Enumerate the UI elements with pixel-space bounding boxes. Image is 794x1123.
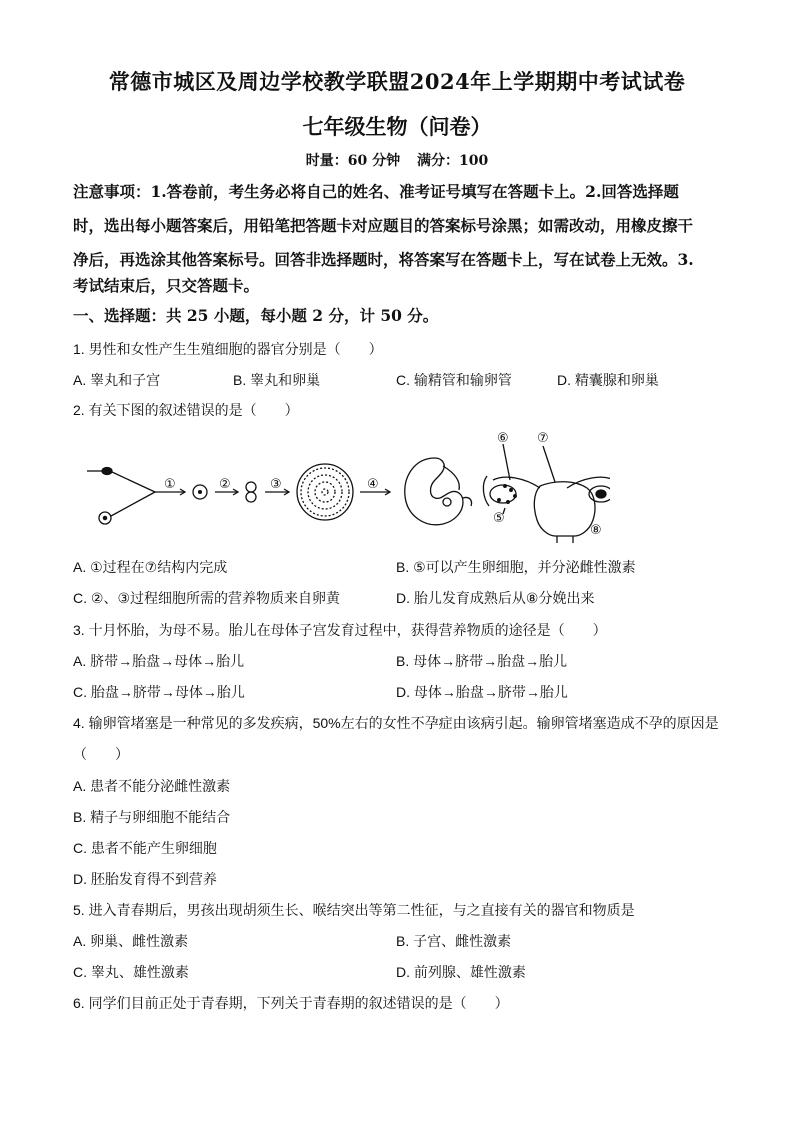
diagram-label-6: ⑥ <box>497 430 509 445</box>
time-label: 时量：60 分钟 <box>305 153 401 169</box>
question-5-option-a: A. 卵巢、雌性激素 <box>73 933 189 949</box>
question-3-option-b: B. 母体→脐带→胎盘→胎儿 <box>396 653 568 669</box>
question-2-option-a: A. ①过程在⑦结构内完成 <box>73 559 228 575</box>
question-5-option-c: C. 睾丸、雄性激素 <box>73 964 189 980</box>
question-1-option-c: C. 输精管和输卵管 <box>396 372 512 388</box>
diagram-label-1: ① <box>164 476 176 491</box>
notice-line-1: 注意事项：1.答卷前，考生务必将自己的姓名、准考证号填写在答题卡上。2.回答选择题 <box>73 182 679 201</box>
question-5-option-b: B. 子宫、雌性激素 <box>396 933 512 949</box>
uterus-diagram <box>534 482 595 536</box>
diagram-label-5: ⑤ <box>493 510 505 525</box>
fetus-outline <box>405 458 463 525</box>
question-4-option-a: A. 患者不能分泌雌性激素 <box>73 778 231 794</box>
exam-meta <box>0 150 794 170</box>
sperm-cell <box>102 468 112 475</box>
diagram-label-4: ④ <box>367 476 379 491</box>
notice-line-2: 时，选出每小题答案后，用铅笔把答题卡对应题目的答案标号涂黑；如需改动，用橡皮擦干 <box>73 216 694 235</box>
question-2-option-b: B. ⑤可以产生卵细胞，并分泌雌性激素 <box>396 559 636 575</box>
question-4-option-d: D. 胚胎发育得不到营养 <box>73 871 217 887</box>
left-ovary <box>490 485 516 503</box>
question-4-option-c: C. 患者不能产生卵细胞 <box>73 840 217 856</box>
exam-subtitle: 七年级生物（问卷） <box>302 114 492 139</box>
diagram-label-7: ⑦ <box>537 430 549 445</box>
question-2-option-c: C. ②、③过程细胞所需的营养物质来自卵黄 <box>73 590 340 606</box>
exam-title: 常德市城区及周边学校教学联盟2024年上学期期中考试试卷 <box>108 69 686 94</box>
embryo-cell-ball <box>297 464 353 520</box>
question-4-option-b: B. 精子与卵细胞不能结合 <box>73 809 231 825</box>
question-2-option-d: D. 胎儿发育成熟后从⑧分娩出来 <box>396 590 595 606</box>
notice-line-4: 考试结束后，只交答题卡。 <box>73 276 260 295</box>
question-2-stem: 2. 有关下图的叙述错误的是（ ） <box>73 402 299 418</box>
diagram-label-8: ⑧ <box>590 522 602 537</box>
two-cell-stage <box>246 482 256 492</box>
question-1-option-d: D. 精囊腺和卵巢 <box>557 372 659 388</box>
question-4-stem: 4. 输卵管堵塞是一种常见的多发疾病，50%左右的女性不孕症由该病引起。输卵管堵塞造成不孕的原因是 <box>73 715 719 731</box>
question-5-stem: 5. 进入青春期后，男孩出现胡须生长、喉结突出等第二性征，与之直接有关的器官和物质是 <box>73 902 635 918</box>
question-1-stem: 1. 男性和女性产生生殖细胞的器官分别是（ ） <box>73 341 383 357</box>
question-5-option-d: D. 前列腺、雄性激素 <box>396 964 526 980</box>
notice-line-3: 净后，再选涂其他答案标号。回答非选择题时，将答案写在答题卡上，写在试卷上无效。3. <box>73 250 694 269</box>
diagram-label-2: ② <box>219 476 231 491</box>
question-3-option-c: C. 胎盘→脐带→母体→胎儿 <box>73 684 245 700</box>
question-1-option-b: B. 睾丸和卵巢 <box>233 372 321 388</box>
question-4-stem-cont: （ ） <box>73 746 129 762</box>
question-1-option-a: A. 睾丸和子宫 <box>73 372 161 388</box>
question-3-option-a: A. 脐带→胎盘→母体→胎儿 <box>73 653 245 669</box>
question-6-stem: 6. 同学们目前正处于青春期，下列关于青春期的叙述错误的是（ ） <box>73 995 509 1011</box>
section-heading: 一、选择题：共 25 小题，每小题 2 分，计 50 分。 <box>73 306 439 325</box>
score-label: 满分：100 <box>417 153 489 169</box>
question-3-option-d: D. 母体→胎盘→脐带→胎儿 <box>396 684 568 700</box>
question-3-stem: 3. 十月怀胎，为母不易。胎儿在母体子宫发育过程中，获得营养物质的途径是（ ） <box>73 622 607 638</box>
diagram-label-3: ③ <box>270 476 282 491</box>
fertilization-diagram <box>85 428 610 543</box>
